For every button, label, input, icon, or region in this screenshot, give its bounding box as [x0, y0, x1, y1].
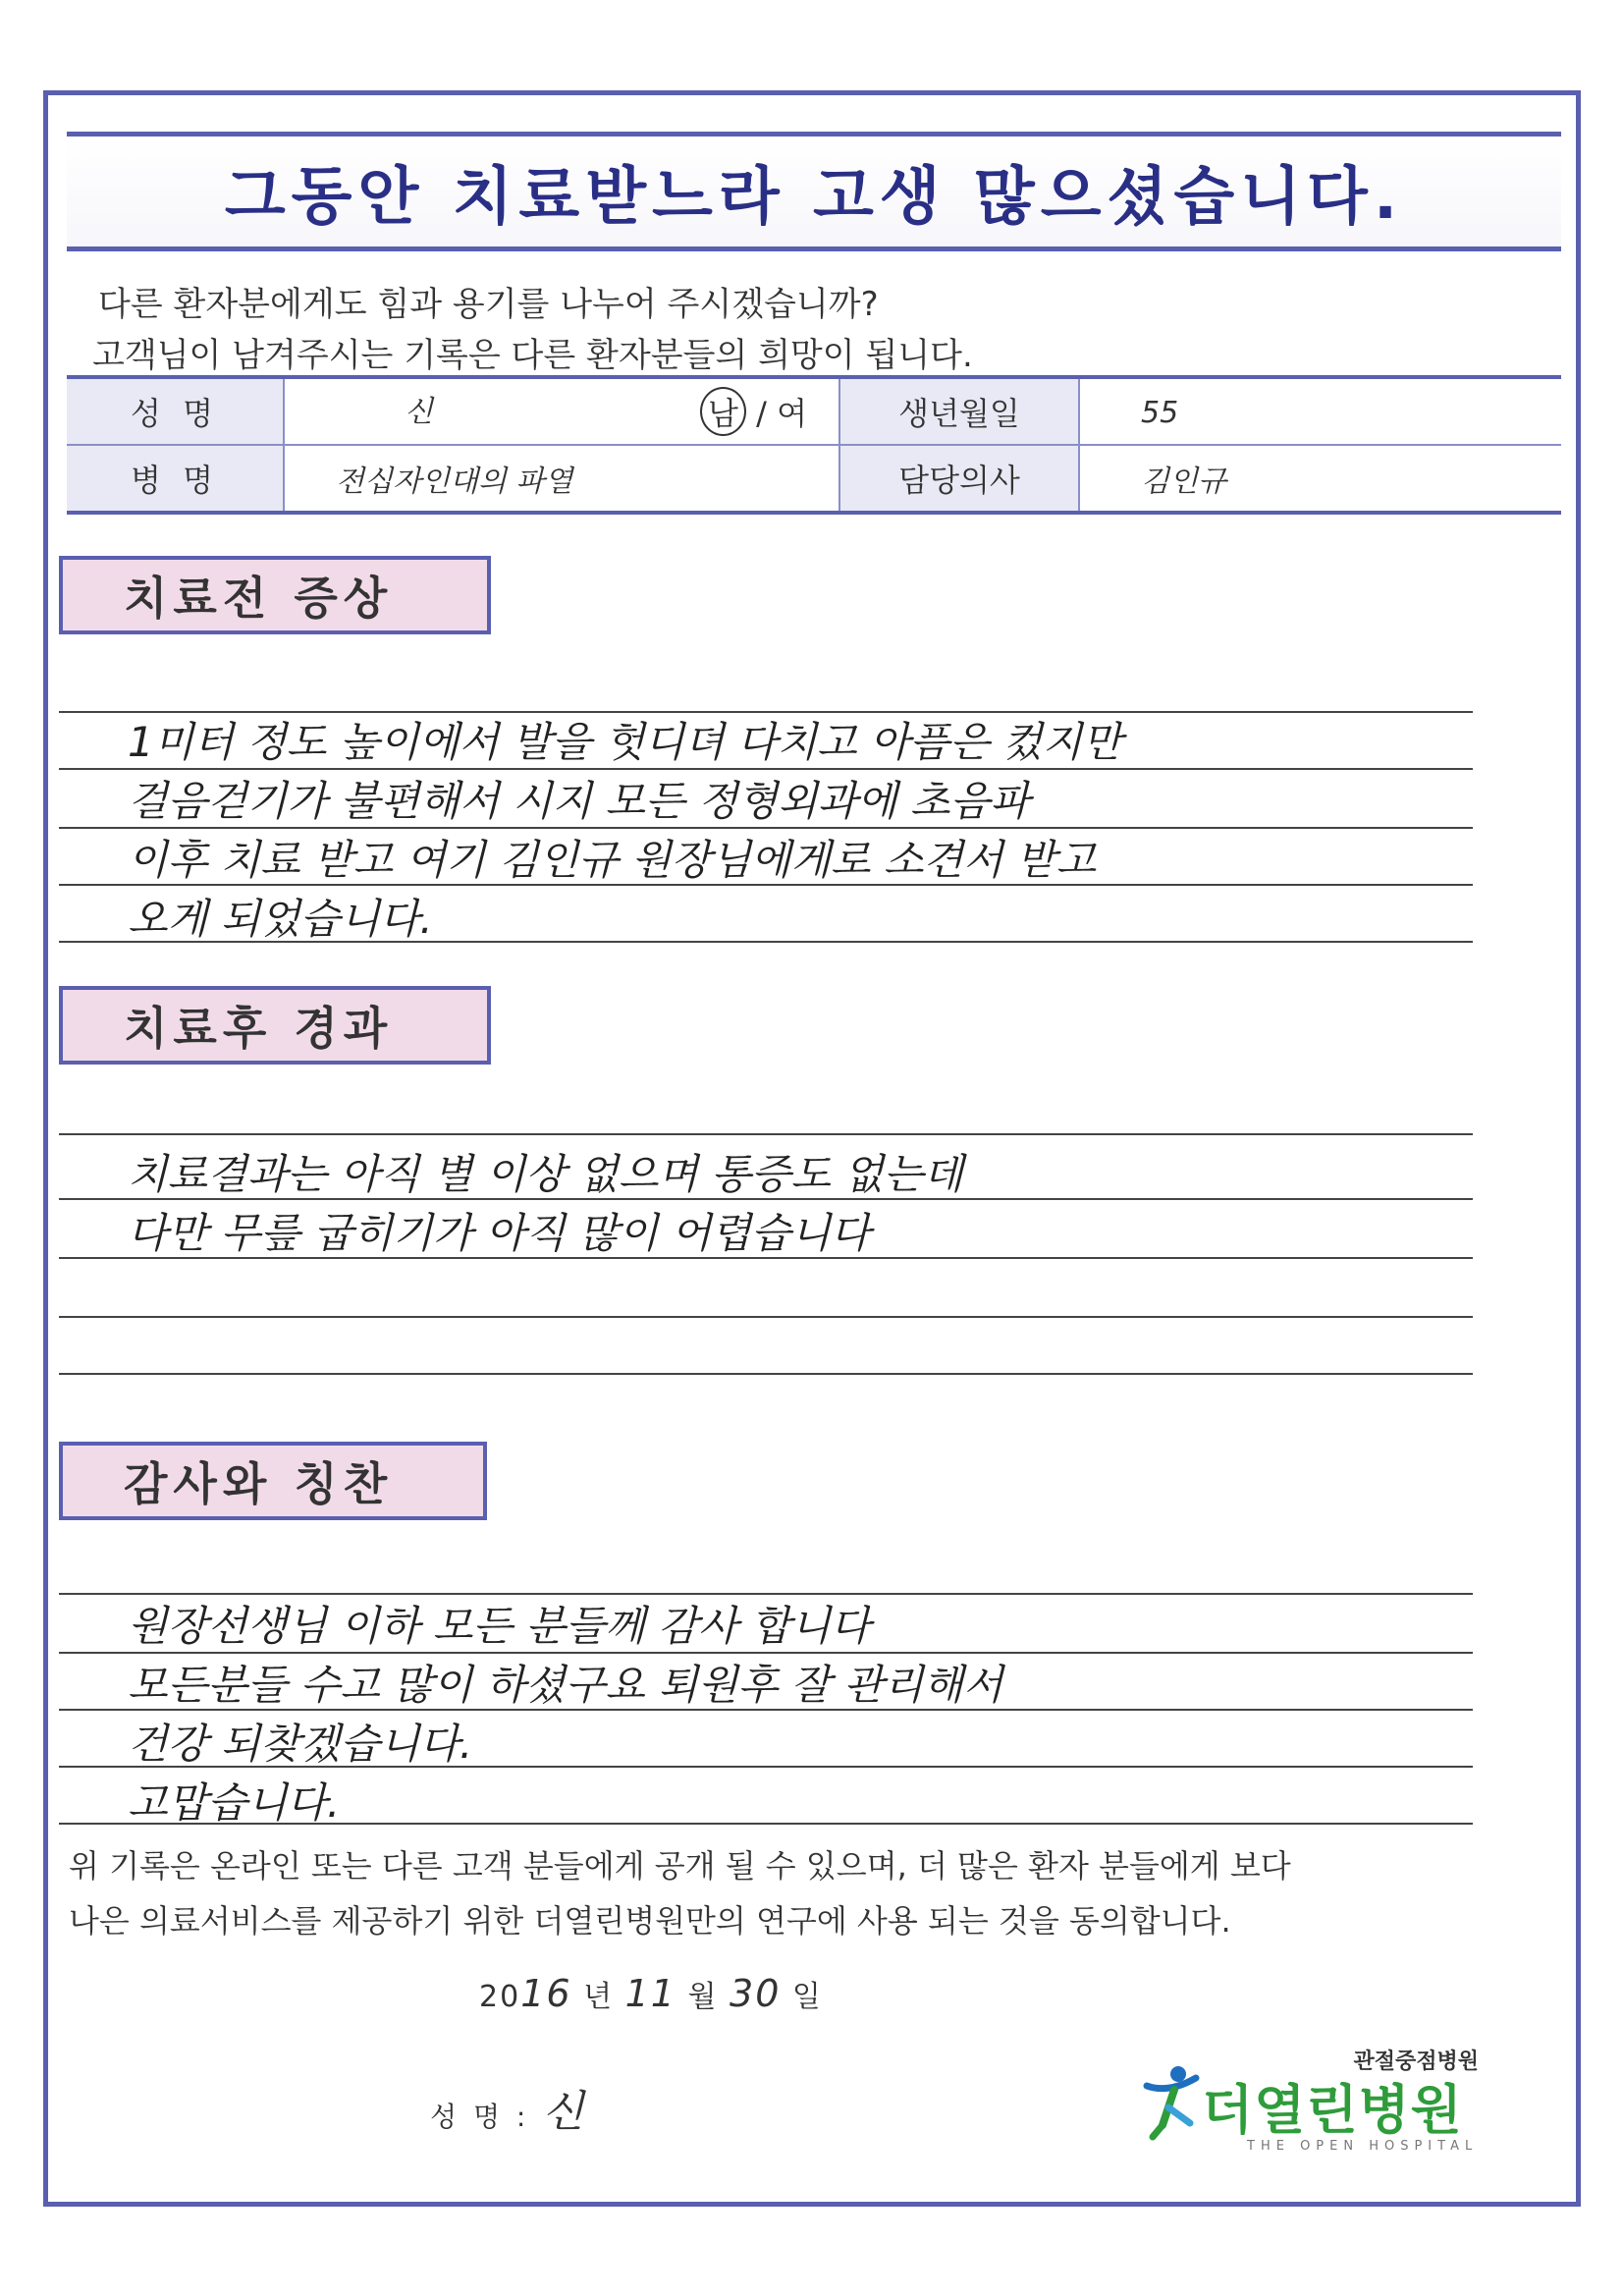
signature-value: 신 — [542, 2087, 588, 2137]
date-year-unit: 년 — [571, 1980, 625, 2014]
logo-english: THE OPEN HOSPITAL — [1247, 2139, 1479, 2154]
handwriting-line: 치료결과는 아직 별 이상 없으며 통증도 없는데 — [128, 1150, 963, 1198]
birth-value: 55 — [1141, 396, 1179, 430]
handwriting-after — [128, 1145, 963, 1263]
date-day-unit: 일 — [781, 1980, 823, 2014]
doctor-label: 담당의사 — [839, 445, 1079, 513]
disease-label: 병 명 — [67, 445, 284, 513]
intro-text — [92, 279, 973, 381]
page-title: 그동안 치료받느라 고생 많으셨습니다. — [224, 161, 1404, 234]
handwriting-line: 건강 되찾겠습니다. — [128, 1720, 473, 1768]
handwriting-line: 오게 되었습니다. — [128, 895, 433, 943]
signature-field — [430, 2076, 588, 2139]
handwriting-before — [128, 713, 1122, 949]
consent-text — [69, 1838, 1291, 1948]
section-title-after: 치료후 경과 — [59, 986, 491, 1065]
handwriting-line: 걸음걷기가 불편해서 시지 모든 정형외과에 초음파 — [128, 777, 1030, 825]
handwriting-line: 이후 치료 받고 여기 김인규 원장님에게로 소견서 받고 — [128, 836, 1097, 884]
disease-cell — [284, 445, 839, 513]
intro-line-2: 고객님이 남겨주시는 기록은 다른 환자분들의 희망이 됩니다. — [92, 336, 973, 375]
intro-line-1: 다른 환자분에게도 힘과 용기를 나누어 주시겠습니까? — [98, 285, 879, 324]
logo-figure-icon — [1139, 2064, 1204, 2143]
gender-female: 여 — [777, 395, 807, 432]
patient-info-table — [67, 375, 1561, 515]
consent-line-2: 나은 의료서비스를 제공하기 위한 더열린병원만의 연구에 사용 되는 것을 동의합니다. — [69, 1902, 1231, 1940]
name-cell — [284, 377, 839, 445]
handwriting-line: 모든분들 수고 많이 하셨구요 퇴원후 잘 관리해서 — [128, 1661, 1003, 1709]
section-title-before: 치료전 증상 — [59, 556, 491, 634]
gender-separator: / — [745, 395, 778, 432]
handwriting-line: 다만 무릎 굽히기가 아직 많이 어렵습니다 — [128, 1209, 871, 1257]
logo-name: 더열린병원 — [1202, 2079, 1463, 2141]
date-year-prefix: 20 — [479, 1980, 521, 2014]
doctor-cell — [1079, 445, 1561, 513]
logo-subtitle: 관절중점병원 — [1353, 2050, 1479, 2074]
signature-label: 성 명 : — [430, 2101, 530, 2133]
date-day: 30 — [730, 1972, 782, 2015]
birth-label: 생년월일 — [839, 377, 1079, 445]
section-title-thanks: 감사와 칭찬 — [59, 1442, 487, 1520]
gender-field — [700, 387, 807, 436]
date-month: 11 — [624, 1972, 676, 2015]
date-month-unit: 월 — [676, 1980, 730, 2014]
birth-cell — [1079, 377, 1561, 445]
consent-line-1: 위 기록은 온라인 또는 다른 고객 분들에게 공개 될 수 있으며, 더 많은 환자 분들에게 보다 — [69, 1847, 1291, 1885]
handwriting-thanks — [128, 1597, 1003, 1832]
date-year: 16 — [520, 1972, 572, 2015]
hospital-logo — [1139, 2045, 1492, 2153]
gender-male: 남 — [700, 387, 746, 436]
handwriting-line: 1미터 정도 높이에서 발을 헛디뎌 다치고 아픔은 컸지만 — [128, 718, 1122, 766]
handwriting-line: 고맙습니다. — [128, 1778, 341, 1827]
disease-value: 전십자인대의 파열 — [336, 465, 573, 499]
title-banner — [67, 132, 1561, 251]
name-label: 성 명 — [67, 377, 284, 445]
handwriting-line: 원장선생님 이하 모든 분들께 감사 합니다 — [128, 1602, 871, 1650]
name-value: 신 — [405, 395, 433, 429]
date-field — [479, 1972, 823, 2015]
doctor-value: 김인규 — [1141, 465, 1226, 499]
